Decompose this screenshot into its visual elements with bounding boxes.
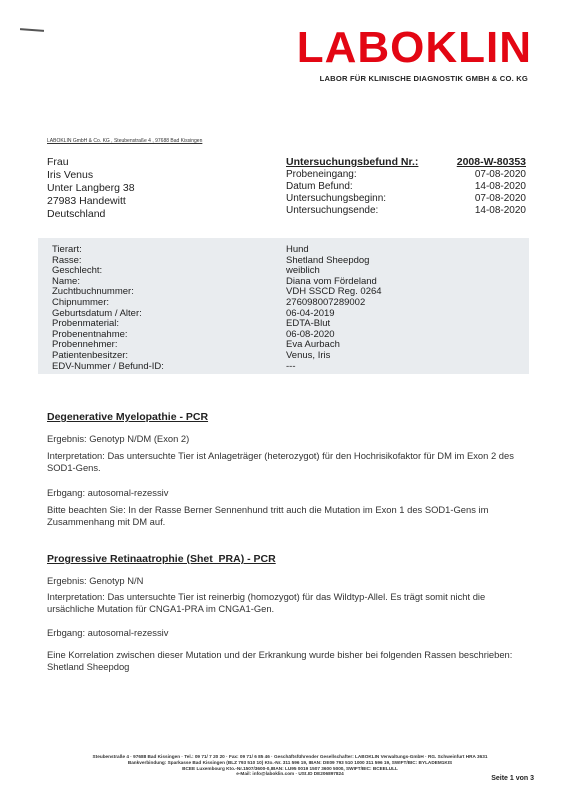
animal-value: 276098007289002 — [286, 296, 366, 308]
interpretation-text: Interpretation: Das untersuchte Tier ist Anlageträger (heterozygot) für den Hochrisikofaktor für DM im Exon 2 des SOD1-Gens. — [47, 450, 514, 473]
animal-value: Diana vom Fördeland — [286, 275, 377, 287]
report-row-label: Probeneingang: — [286, 169, 357, 180]
animal-value: VDH SSCD Reg. 0264 — [286, 286, 382, 298]
recipient-line: Iris Venus — [47, 169, 94, 181]
animal-value: Hund — [286, 244, 309, 255]
company-subtitle: LABOR FÜR KLINISCHE DIAGNOSTIK GMBH & CO. KG — [319, 74, 528, 83]
report-row — [286, 169, 526, 181]
animal-info-values — [286, 245, 382, 372]
animal-label: Zuchtbuchnummer: — [52, 286, 134, 298]
footer-line: Bankverbindung: Sparkasse Bad Kissingen (BLZ 793 510 10) Kto.-Nr. 311 596 19, IBAN: DE09 793 510 1000 311 596 19, SWIFT/BIC: BYLADEM1KIS — [127, 759, 453, 765]
animal-value: EDTA-Blut — [286, 318, 331, 330]
animal-label: Geburtsdatum / Alter: — [52, 307, 142, 319]
animal-value: weiblich — [286, 265, 320, 277]
footer-line: Steubenstraße 4 · 97688 Bad Kissingen · Tel.: 09 71/ 7 20 20 · Fax: 09 71/ 6 85 46 · Geschäftsführender Gesellschafter: LABOKLIN Verwaltungs-GmbH · RG. Schweinfurt HRA 3631 — [92, 754, 488, 759]
page-number: Seite 1 von 3 — [491, 775, 534, 782]
company-logo: LABOKLIN — [296, 23, 532, 72]
animal-label: Tierart: — [52, 244, 82, 255]
report-row-value: 14-08-2020 — [474, 205, 526, 216]
recipient-line: Unter Langberg 38 — [47, 182, 135, 194]
interpretation-text: Interpretation: Das untersuchte Tier ist reinerbig (homozygot) für das Wildtyp-Allel. Es trägt somit nicht die ursächliche Mutation für CNGA1-PRA im CNGA1-Gen. — [47, 591, 486, 614]
animal-label: Name: — [52, 275, 80, 287]
animal-label: Patientenbesitzer: — [52, 349, 129, 361]
animal-info-labels — [52, 245, 164, 372]
recipient-line: 27983 Handewitt — [47, 195, 126, 207]
result-text: Ergebnis: Genotyp N/N — [47, 575, 144, 586]
animal-value: 06-08-2020 — [286, 328, 335, 340]
section-title: Progressive Retinaatrophie (Shet_PRA) - PCR — [47, 553, 276, 565]
animal-value: Shetland Sheepdog — [286, 254, 370, 266]
animal-label: Probenentnahme: — [52, 328, 128, 340]
animal-label: Probennehmer: — [52, 339, 118, 351]
report-row — [286, 181, 526, 193]
report-row-label: Untersuchungsende: — [286, 205, 379, 216]
section-title: Degenerative Myelopathie - PCR — [47, 411, 209, 423]
report-number: 2008-W-80353 — [456, 156, 526, 168]
recipient-line: Frau — [47, 156, 69, 168]
result-text: Ergebnis: Genotyp N/DM (Exon 2) — [47, 433, 190, 444]
note-text: Bitte beachten Sie: In der Rasse Berner Sennenhund tritt auch die Mutation im Exon 1 des SOD1-Gens im Zusammenhang mit DM auf. — [47, 504, 489, 527]
footer-line: e-Mail: info@laboklin.com · USt.ID DE206897824 — [236, 771, 344, 777]
animal-value: --- — [286, 360, 296, 372]
report-row — [286, 193, 526, 205]
animal-label: Rasse: — [52, 254, 82, 266]
sender-line: LABOKLIN GmbH & Co. KG , Steubenstraße 4 , 97688 Bad Kissingen — [47, 138, 203, 144]
recipient-line: Deutschland — [47, 208, 106, 220]
inheritance-text: Erbgang: autosomal-rezessiv — [47, 487, 169, 498]
pen-mark — [20, 28, 44, 32]
inheritance-text: Erbgang: autosomal-rezessiv — [47, 627, 169, 638]
animal-value: 06-04-2019 — [286, 307, 335, 319]
report-row-value: 14-08-2020 — [474, 181, 526, 192]
report-row-value: 07-08-2020 — [474, 169, 526, 180]
correlation-text: Eine Korrelation zwischen dieser Mutation und der Erkrankung wurde bisher bei folgenden Rassen beschrieben: Shetland Sheepdog — [47, 649, 513, 672]
report-row-label: Datum Befund: — [286, 181, 353, 192]
animal-label: Chipnummer: — [52, 296, 110, 308]
animal-label: Geschlecht: — [52, 265, 103, 277]
animal-value: Venus, Iris — [286, 349, 331, 361]
report-row-value: 07-08-2020 — [474, 193, 526, 204]
animal-value: Eva Aurbach — [286, 339, 340, 351]
report-row — [286, 205, 526, 217]
recipient-address — [47, 156, 135, 221]
report-row-label: Untersuchungsbeginn: — [286, 193, 387, 204]
report-info — [286, 156, 526, 217]
animal-label: EDV-Nummer / Befund-ID: — [52, 360, 164, 372]
report-number-row — [286, 156, 526, 168]
footer — [50, 754, 530, 777]
footer-line: BCEE Luxembourg Kto.-Nr.1507/3600-0,IBAN: LU95 0019 1507 3600 5000, SWIFT/BIC: BCEELULL — [182, 765, 398, 771]
animal-label: Probenmaterial: — [52, 318, 120, 330]
report-title: Untersuchungsbefund Nr.: — [286, 156, 419, 168]
